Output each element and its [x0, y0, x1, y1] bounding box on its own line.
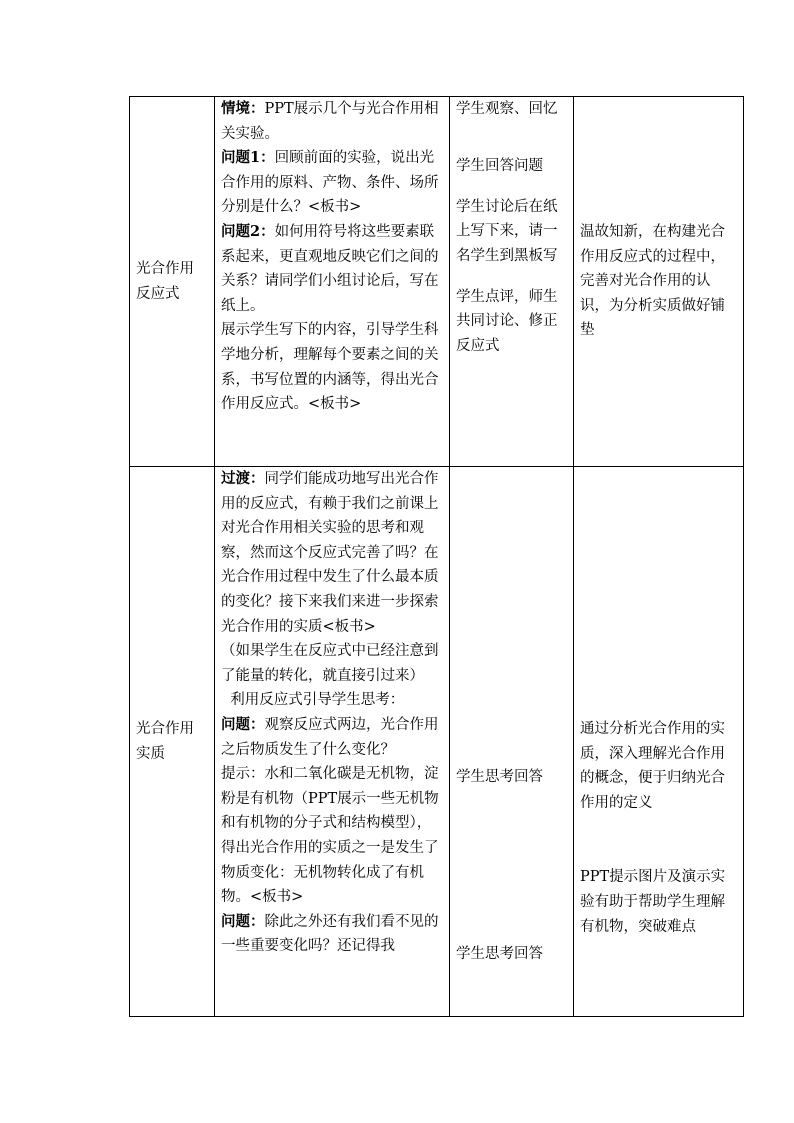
lesson-plan-table	[129, 96, 744, 1017]
student-activity-item: 学生讨论后在纸上写下来，请一名学生到黑板写	[456, 198, 558, 264]
hint-text: 提示：水和二氧化碳是无机物，淀粉是有机物（PPT展示一些无机物和有机物的分子式和结构模型），得出光合作用的实质之一是发生了物质变化：无机物转化成了有机物。<板书>	[221, 766, 439, 906]
stage-cell	[130, 97, 215, 467]
transition-text: 同学们能成功地写出光合作用的反应式，有赖于我们之前课上对光合作用相关实验的思考和观察，然而这个反应式完善了吗？在光合作用过程中发生了什么最本质的变化？接下来我们来进一步探索光合作用的实质<板书>	[221, 471, 439, 635]
student-activity-item: 学生回答问题	[456, 158, 543, 175]
guidance-text: 展示学生写下的内容，引导学生科学地分析，理解每个要素之间的关系，书写位置的内涵等，得出光合作用反应式。<板书>	[221, 322, 439, 413]
note-text: （如果学生在反应式中已经注意到了能量的转化，就直接引过来）	[221, 643, 439, 684]
design-intent-text: 通过分析光合作用的实质，深入理解光合作用的概念，便于归纳光合作用的定义	[580, 721, 725, 811]
stage-label: 光合作用实质	[136, 720, 194, 762]
transition-label: 过渡：	[221, 470, 265, 487]
student-activity-item: 学生点评，师生共同讨论、修正反应式	[456, 288, 558, 354]
teacher-activity-cell	[215, 97, 450, 467]
stage-label: 光合作用反应式	[136, 260, 194, 302]
stage-cell	[130, 467, 215, 1017]
scenario-text: PPT展示几个与光合作用相关实验。	[221, 101, 439, 142]
question-1-label: 问题1：	[221, 149, 275, 167]
design-intent-text: 温故知新，在构建光合作用反应式的过程中，完善对光合作用的认识，为分析实质做好铺垫	[580, 224, 725, 339]
student-activity-item: 学生思考回答	[456, 945, 543, 962]
teacher-activity-cell	[215, 467, 450, 1017]
question-text: 除此之外还有我们看不见的一些重要变化吗？还记得我	[221, 913, 439, 955]
student-activity-cell	[450, 97, 574, 467]
table-row	[130, 97, 744, 467]
question-2-text: 如何用符号将这些要素联系起来，更直观地反映它们之间的关系？请同学们小组讨论后，写在纸上。	[221, 223, 439, 314]
question-label: 问题：	[221, 912, 265, 930]
question-1-text: 回顾前面的实验，说出光合作用的原料、产物、条件、场所分别是什么？<板书>	[221, 150, 439, 216]
design-intent-cell	[574, 467, 744, 1017]
question-label: 问题：	[221, 715, 265, 733]
table-row	[130, 467, 744, 1017]
scenario-label: 情境：	[221, 100, 265, 117]
design-intent-cell	[574, 97, 744, 467]
guide-text: 利用反应式引导学生思考：	[221, 692, 405, 709]
question-text: 观察反应式两边，光合作用之后物质发生了什么变化？	[221, 716, 439, 758]
design-intent-text: PPT提示图片及演示实验有助于帮助学生理解有机物，突破难点	[580, 869, 726, 935]
student-activity-item: 学生观察、回忆	[456, 101, 558, 117]
question-2-label: 问题2：	[221, 222, 275, 240]
student-activity-cell	[450, 467, 574, 1017]
student-activity-item: 学生思考回答	[456, 769, 543, 785]
